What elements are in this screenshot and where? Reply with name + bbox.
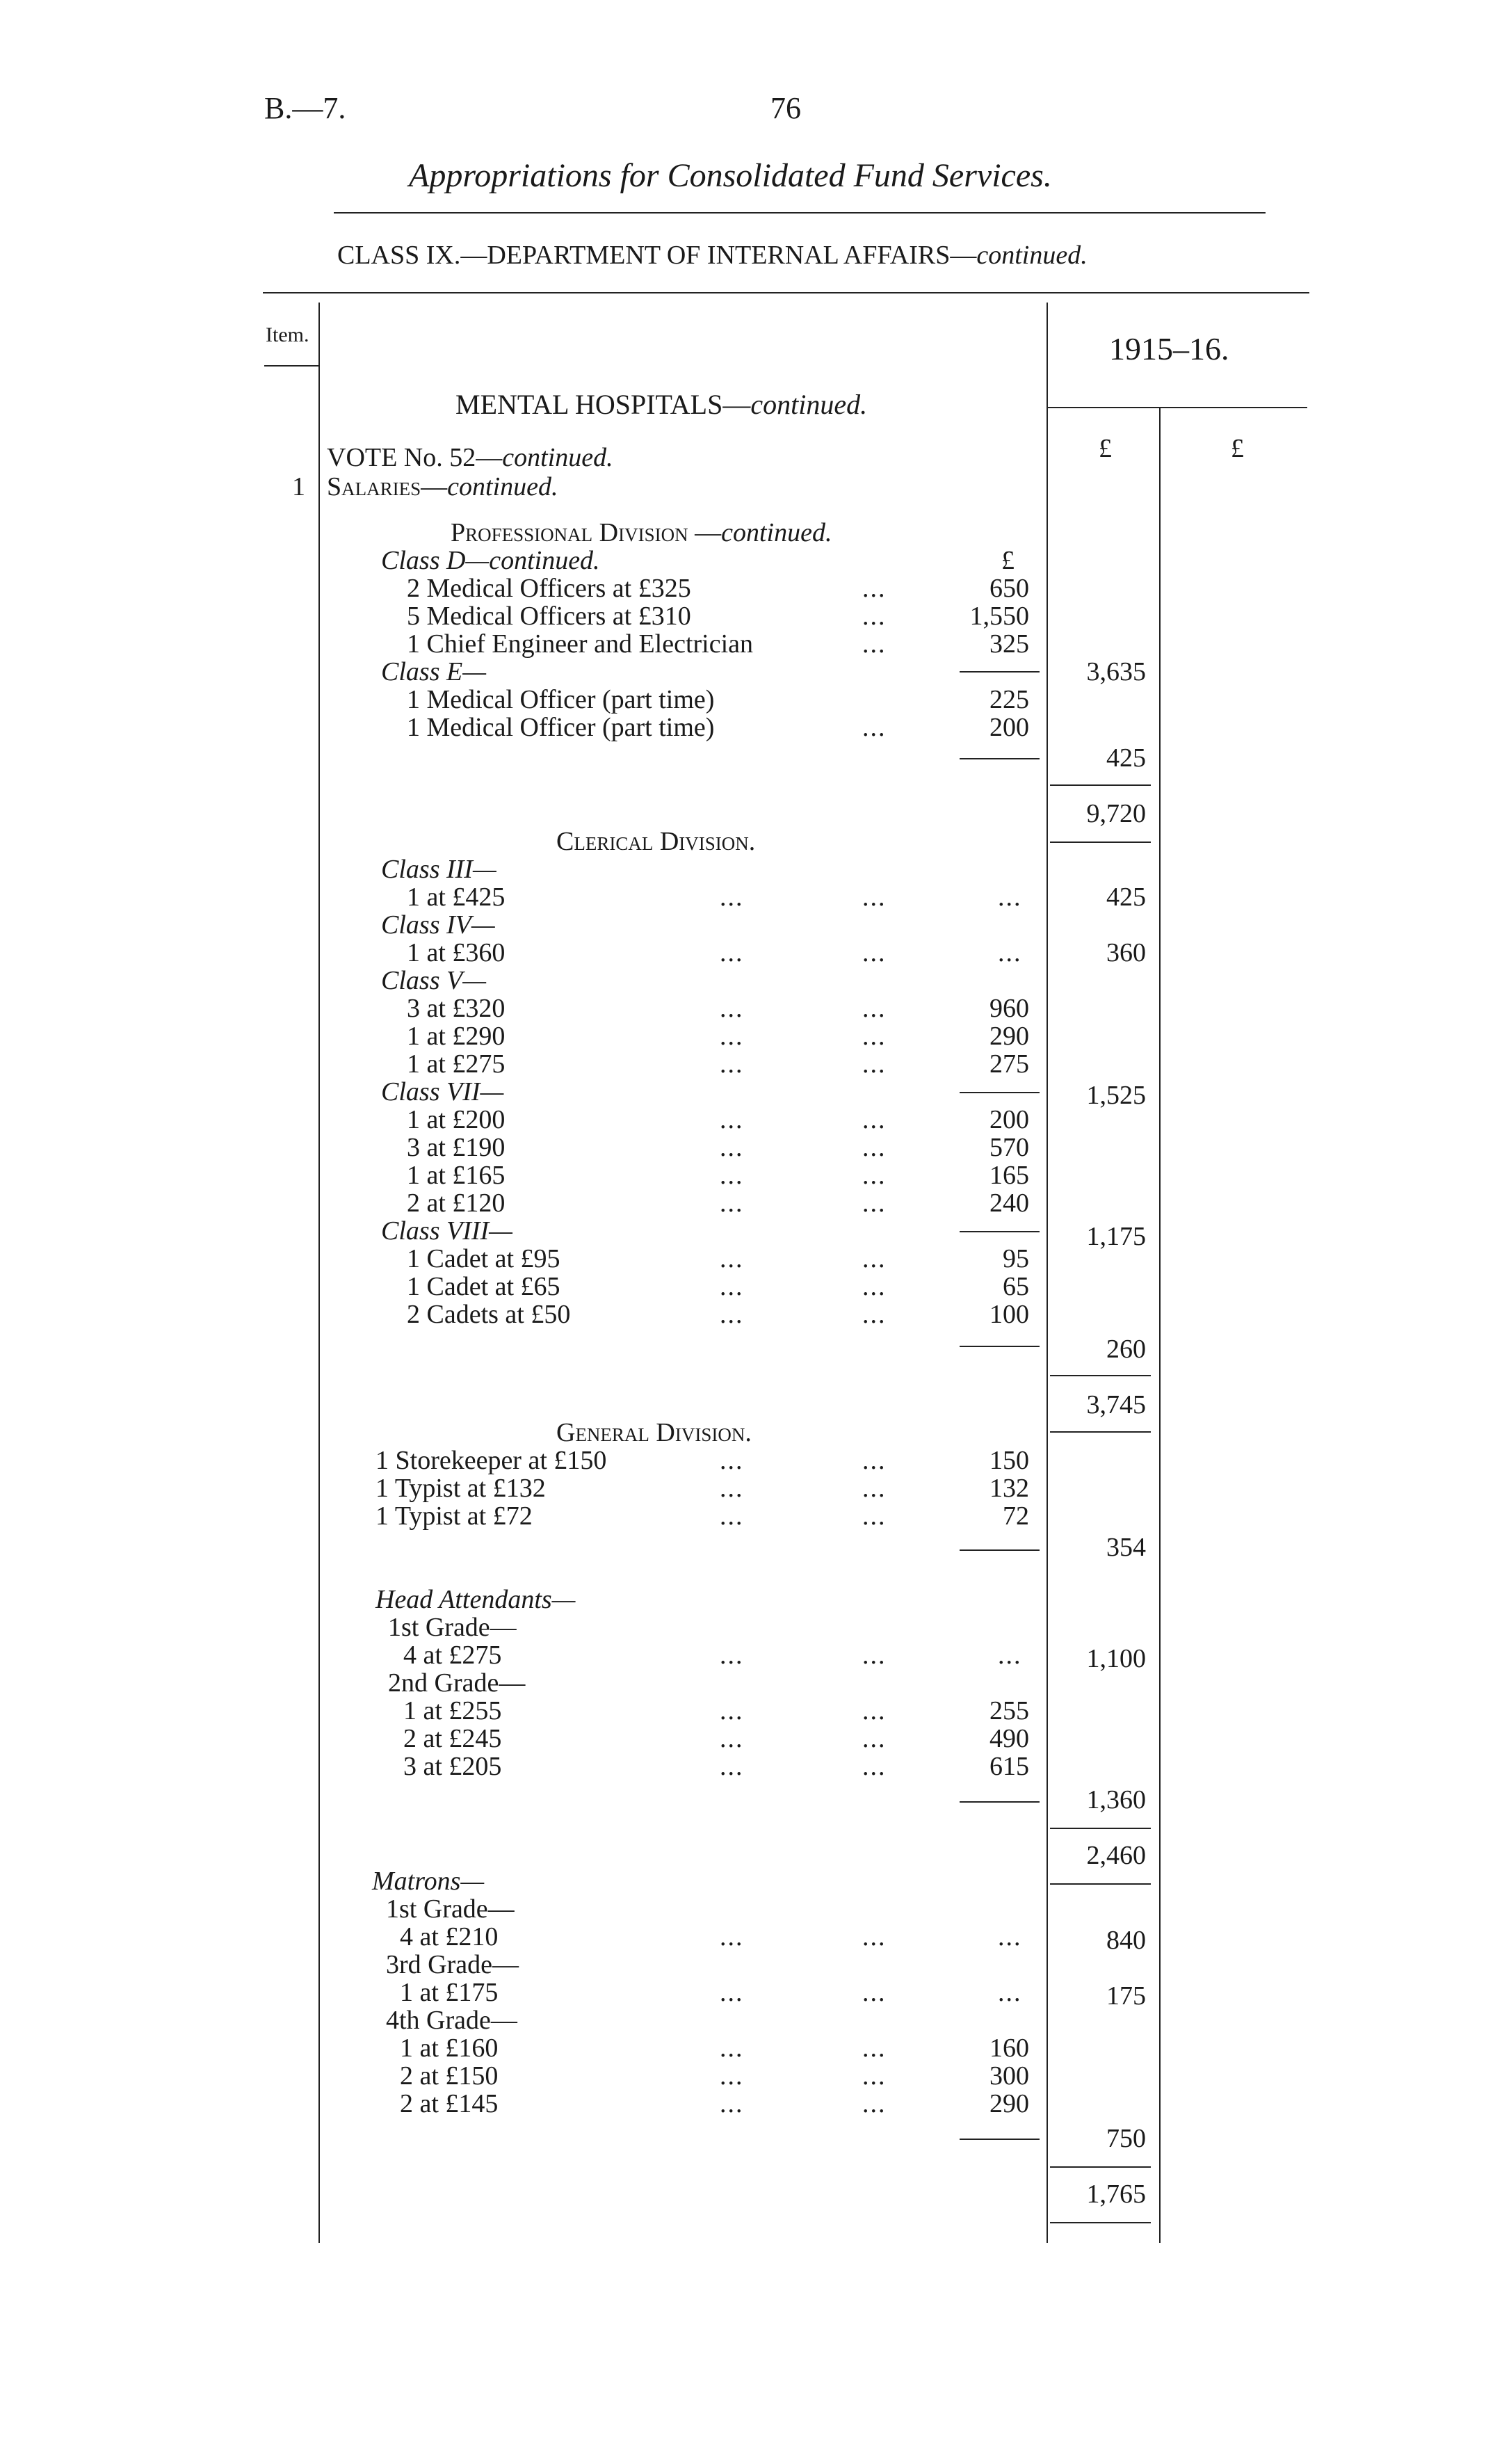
row-label: 1 Typist at £132 [375,1474,546,1503]
item-header: Item. [266,323,309,346]
row-value: 650 [989,574,1029,603]
class-e-label: Class E— [381,657,486,686]
row-label: 3 at £320 [407,994,506,1023]
leader-dots: ... [720,1049,744,1079]
class-iii-label: Class III— [381,855,496,884]
section-heading-text: MENTAL HOSPITALS— [455,389,751,420]
row-label: 1 Medical Officer (part time) [407,713,715,742]
leader-dots: ... [720,2034,744,2063]
row-label: 1 Medical Officer (part time) [407,685,715,714]
clerical-division-heading: Clerical Division. [556,827,756,856]
row-value: 1,550 [969,602,1029,631]
leader-dots: ... [720,1300,744,1329]
vote-cont: continued. [502,443,613,472]
leader-dots: ... [862,1752,887,1781]
leader-dots: ... [862,994,887,1023]
subtotal-class-viii: 260 [1106,1335,1146,1364]
row-label: 4 at £275 [403,1641,502,1670]
row-value: 240 [989,1189,1029,1218]
row-label: 1 at £160 [400,2034,499,2063]
leader-dots: ... [862,2061,887,2091]
table-top-rule [263,292,1309,293]
leader-dots: ... [720,1474,744,1503]
leader-dots: ... [862,1474,887,1503]
section-heading-cont: continued. [750,389,868,420]
leader-dots: ... [998,938,1022,967]
row-value: 65 [1003,1272,1029,1301]
leader-dots: ... [998,1978,1022,2007]
leader-dots: ... [720,1724,744,1753]
row-label: 1 at £425 [407,883,506,912]
row-label: 3 at £190 [407,1133,506,1162]
leader-dots: ... [862,1272,887,1301]
subtotal-class-vii: 1,175 [1086,1222,1146,1251]
leader-dots: ... [862,1696,887,1725]
class-heading-cont: continued. [976,241,1088,270]
leader-dots: ... [862,602,887,631]
row-label: 2 at £120 [407,1189,506,1218]
row-label: 1 at £200 [407,1105,506,1134]
grade-label: 4th Grade— [386,2006,517,2035]
leader-dots: ... [862,1049,887,1079]
leader-dots: ... [862,1501,887,1531]
leader-dots: ... [720,2089,744,2118]
row-value: 1,100 [1086,1644,1146,1673]
leader-dots: ... [720,938,744,967]
salaries-text: Salaries— [327,472,448,501]
pound-sign-c2: £ [1099,434,1112,463]
item-header-rule [264,365,318,367]
leader-dots: ... [720,1133,744,1162]
row-value: 290 [989,1022,1029,1051]
pound-column-rule [1159,407,1161,2243]
item-number: 1 [292,472,305,501]
row-label: 1 at £360 [407,938,506,967]
leader-dots: ... [862,574,887,603]
row-value: 840 [1106,1926,1146,1955]
total-head-attendants: 2,460 [1086,1841,1146,1870]
prof-div-cont: continued. [721,518,832,547]
subtotal-e: 425 [1106,743,1146,773]
class-heading-text: CLASS IX.—DEPARTMENT OF INTERNAL AFFAIRS— [337,241,977,270]
document-code: B.—7. [264,91,346,125]
leader-dots: ... [862,1641,887,1670]
row-value: 160 [989,2034,1029,2063]
leader-dots: ... [720,2061,744,2091]
vote-line [327,444,613,472]
row-value: 360 [1106,938,1146,967]
row-value: 225 [989,685,1029,714]
subtotal-head-attendants-2nd: 1,360 [1086,1785,1146,1814]
leader-dots: ... [720,1189,744,1218]
subtotal-matrons-4th: 750 [1106,2124,1146,2153]
row-label: 1 at £175 [400,1978,499,2007]
leader-dots: ... [862,1978,887,2007]
row-label: 2 Medical Officers at £325 [407,574,691,603]
leader-dots: ... [862,2089,887,2118]
row-value: 255 [989,1696,1029,1725]
leader-dots: ... [720,1244,744,1273]
leader-dots: ... [862,1244,887,1273]
class-iv-label: Class IV— [381,910,495,940]
row-value: 960 [989,994,1029,1023]
total-clerical: 3,745 [1086,1390,1146,1419]
leader-dots: ... [720,1641,744,1670]
leader-dots: ... [862,2034,887,2063]
row-value: 615 [989,1752,1029,1781]
leader-dots: ... [720,1696,744,1725]
class-viii-label: Class VIII— [381,1216,512,1246]
row-label: 3 at £205 [403,1752,502,1781]
row-label: 1 Cadet at £95 [407,1244,560,1273]
leader-dots: ... [862,1022,887,1051]
class-heading [337,240,1088,271]
row-label: 1 at £290 [407,1022,506,1051]
section-heading [455,388,867,421]
grade-label: 3rd Grade— [386,1950,519,1979]
grade-label: 1st Grade— [386,1894,515,1924]
year-header: 1915–16. [1109,331,1229,367]
row-value: 570 [989,1133,1029,1162]
total-matrons: 1,765 [1086,2180,1146,2209]
row-value: 300 [989,2061,1029,2091]
class-vii-label: Class VII— [381,1077,504,1106]
leader-dots: ... [720,1922,744,1951]
leader-dots: ... [862,1446,887,1475]
leader-dots: ... [862,883,887,912]
leader-dots: ... [998,883,1022,912]
subtotal-class-v: 1,525 [1086,1081,1146,1110]
leader-dots: ... [862,1161,887,1190]
leader-dots: ... [720,1161,744,1190]
row-value: 490 [989,1724,1029,1753]
page-number: 76 [770,91,801,125]
row-value: 290 [989,2089,1029,2118]
general-division-heading: General Division. [556,1418,752,1447]
row-value: 132 [989,1474,1029,1503]
row-label: 5 Medical Officers at £310 [407,602,691,631]
leader-dots: ... [720,1272,744,1301]
leader-dots: ... [720,1501,744,1531]
row-value: 100 [989,1300,1029,1329]
pound-sign-c1: £ [1001,546,1015,575]
salaries-line [327,473,558,501]
page-title: Appropriations for Consolidated Fund Services. [409,157,1052,194]
row-value: 200 [989,1105,1029,1134]
leader-dots: ... [862,938,887,967]
row-label: 2 at £145 [400,2089,499,2118]
row-value: 325 [989,629,1029,659]
leader-dots: ... [720,1752,744,1781]
row-label: 1 Typist at £72 [375,1501,533,1531]
row-value: 425 [1106,883,1146,912]
row-label: 1 at £255 [403,1696,502,1725]
leader-dots: ... [862,1189,887,1218]
subtotal-general: 354 [1106,1533,1146,1562]
leader-dots: ... [720,1022,744,1051]
leader-dots: ... [862,629,887,659]
row-value: 150 [989,1446,1029,1475]
prof-div-text: Professional Division — [451,518,722,547]
leader-dots: ... [862,713,887,742]
row-label: 1 Cadet at £65 [407,1272,560,1301]
professional-division-heading [451,519,832,547]
row-value: 200 [989,713,1029,742]
row-label: 2 Cadets at £50 [407,1300,571,1329]
row-label: 1 at £165 [407,1161,506,1190]
row-label: 4 at £210 [400,1922,499,1951]
item-column-rule [318,303,320,2243]
salaries-cont: continued. [447,472,558,501]
class-v-label: Class V— [381,966,486,995]
leader-dots: ... [720,994,744,1023]
leader-dots: ... [998,1922,1022,1951]
leader-dots: ... [998,1641,1022,1670]
leader-dots: ... [862,1105,887,1134]
row-value: 165 [989,1161,1029,1190]
leader-dots: ... [720,1105,744,1134]
leader-dots: ... [862,1724,887,1753]
head-attendants-label: Head Attendants— [375,1585,576,1614]
leader-dots: ... [862,1133,887,1162]
row-label: 1 Chief Engineer and Electrician [407,629,754,659]
grade-label: 2nd Grade— [388,1668,526,1698]
vote-text: VOTE No. 52— [327,443,503,472]
leader-dots: ... [720,1446,744,1475]
subtotal-d: 3,635 [1086,657,1146,686]
year-header-rule [1047,407,1307,408]
class-d-label: Class D—continued. [381,546,600,575]
grade-label: 1st Grade— [388,1613,517,1642]
leader-dots: ... [720,1978,744,2007]
row-value: 275 [989,1049,1029,1079]
leader-dots: ... [862,1300,887,1329]
row-label: 2 at £245 [403,1724,502,1753]
total-professional: 9,720 [1086,799,1146,828]
matrons-label: Matrons— [372,1867,485,1896]
row-value: 72 [1003,1501,1029,1531]
leader-dots: ... [720,883,744,912]
pound-sign-c3: £ [1231,434,1244,463]
row-label: 2 at £150 [400,2061,499,2091]
row-label: 1 Storekeeper at £150 [375,1446,607,1475]
row-label: 1 at £275 [407,1049,506,1079]
leader-dots: ... [862,1922,887,1951]
row-value: 175 [1106,1981,1146,2011]
row-value: 95 [1003,1244,1029,1273]
